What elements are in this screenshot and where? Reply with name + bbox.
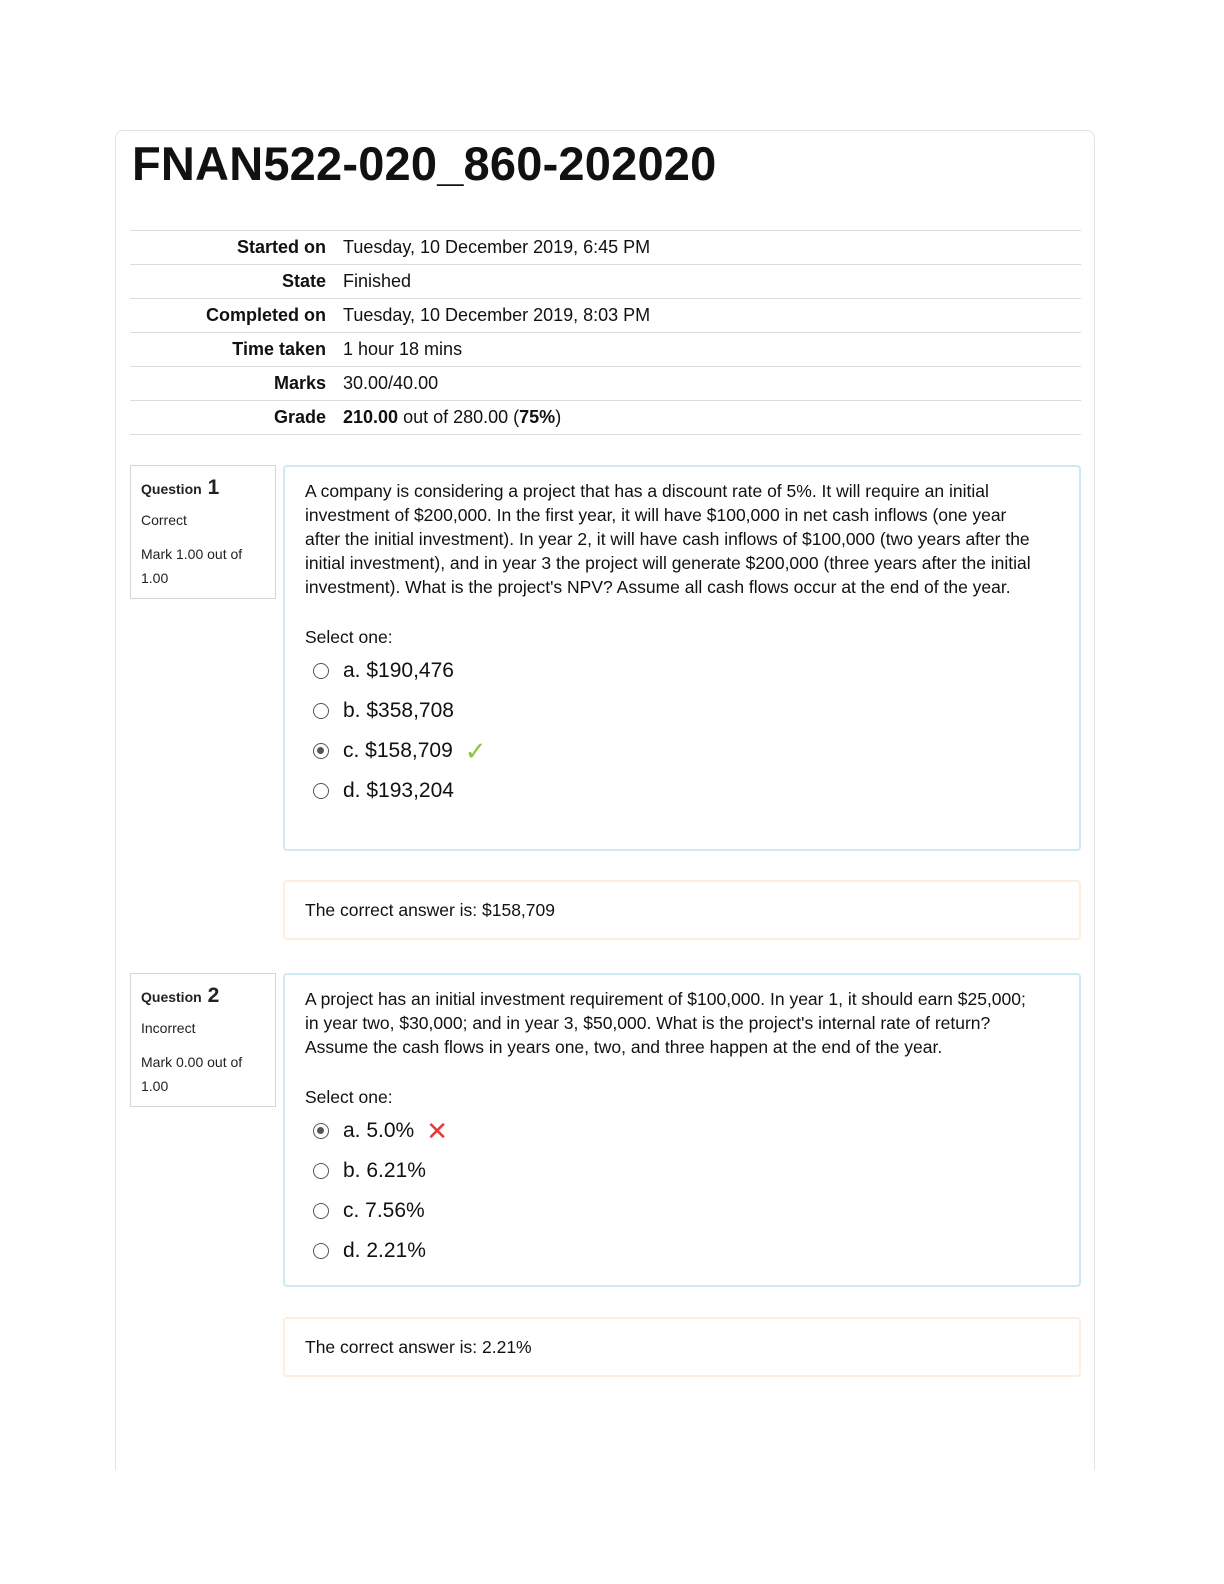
summary-value: Finished bbox=[343, 271, 412, 291]
grade-percent: 75% bbox=[519, 407, 556, 427]
question-number-value: 2 bbox=[207, 984, 220, 1007]
answer-list bbox=[305, 1111, 1059, 1271]
question-mark: Mark 0.00 out of 1.00 bbox=[141, 1054, 243, 1094]
check-icon: ✓ bbox=[464, 736, 487, 766]
summary-row-completed bbox=[130, 299, 1081, 333]
radio-button[interactable] bbox=[313, 1243, 329, 1259]
summary-row-started bbox=[130, 231, 1081, 265]
answer-label: b. 6.21% bbox=[343, 1159, 426, 1182]
question-number bbox=[141, 476, 265, 500]
question-mark: Mark 1.00 out of 1.00 bbox=[141, 546, 243, 586]
summary-value: Tuesday, 10 December 2019, 8:03 PM bbox=[343, 305, 651, 325]
grade-score: 210.00 bbox=[343, 407, 399, 427]
radio-button[interactable] bbox=[313, 1163, 329, 1179]
question-number-value: 1 bbox=[207, 476, 220, 499]
answer-option-a[interactable] bbox=[305, 651, 1059, 691]
correct-answer-text: The correct answer is: 2.21% bbox=[305, 1336, 532, 1357]
summary-row-marks bbox=[130, 367, 1081, 401]
answer-label: c. $158,709 bbox=[343, 739, 453, 762]
radio-button[interactable] bbox=[313, 663, 329, 679]
question-2-content bbox=[283, 973, 1081, 1287]
answer-option-b[interactable] bbox=[305, 691, 1059, 731]
answer-label: c. 7.56% bbox=[343, 1199, 425, 1222]
question-1-content bbox=[283, 465, 1081, 851]
grade-out-of: out of 280.00 ( bbox=[398, 407, 520, 427]
select-one-prompt: Select one: bbox=[305, 1087, 393, 1107]
answer-option-c[interactable] bbox=[305, 731, 1059, 771]
summary-label: State bbox=[281, 271, 326, 291]
attempt-summary bbox=[130, 230, 1081, 435]
summary-value: 30.00/40.00 bbox=[343, 373, 439, 393]
summary-row-grade bbox=[130, 401, 1081, 435]
summary-row-time bbox=[130, 333, 1081, 367]
cross-icon: ✕ bbox=[426, 1116, 449, 1146]
summary-value: 1 hour 18 mins bbox=[343, 339, 463, 359]
answer-label: b. $358,708 bbox=[343, 699, 454, 722]
answer-label: a. $190,476 bbox=[343, 659, 454, 682]
radio-button-selected[interactable] bbox=[313, 1123, 329, 1139]
radio-button-selected[interactable] bbox=[313, 743, 329, 759]
question-state: Correct bbox=[141, 512, 187, 528]
select-one-prompt: Select one: bbox=[305, 627, 393, 647]
question-text: A project has an initial investment requirement of $100,000. In year 1, it should earn $25,000; in year two, $30,000; and in year 3, $50,000. What is the project's internal rate of return? Assume the cash flows in years one, two, and three happen at the end of the year. bbox=[305, 989, 1026, 1057]
question-state: Incorrect bbox=[141, 1020, 196, 1036]
summary-label: Completed on bbox=[206, 305, 326, 325]
question-1-info bbox=[130, 465, 276, 599]
radio-button[interactable] bbox=[313, 783, 329, 799]
summary-label: Grade bbox=[273, 407, 326, 427]
summary-row-state bbox=[130, 265, 1081, 299]
summary-value bbox=[343, 401, 1081, 435]
question-2-feedback bbox=[283, 1317, 1081, 1377]
page-title: FNAN522-020_860-202020 bbox=[132, 137, 717, 190]
question-label: Question bbox=[141, 481, 202, 497]
answer-label: a. 5.0% bbox=[343, 1119, 415, 1142]
answer-option-a[interactable] bbox=[305, 1111, 1059, 1151]
radio-button[interactable] bbox=[313, 1203, 329, 1219]
question-text: A company is considering a project that has a discount rate of 5%. It will require an initial investment of $200,000. In the first year, it will have $100,000 in net cash inflows (one year after the initial investment). In year 2, it will have cash inflows of $100,000 (two years after the initial investment), and in year 3 the project will generate $200,000 (three years after the initial investment). What is the project's NPV? Assume all cash flows occur at the end of the year. bbox=[305, 481, 1031, 597]
answer-label: d. $193,204 bbox=[343, 779, 454, 802]
summary-label: Started on bbox=[236, 237, 326, 257]
summary-label: Time taken bbox=[232, 339, 326, 359]
question-2-info bbox=[130, 973, 276, 1107]
question-label: Question bbox=[141, 989, 202, 1005]
answer-option-b[interactable] bbox=[305, 1151, 1059, 1191]
summary-label: Marks bbox=[273, 373, 326, 393]
correct-answer-text: The correct answer is: $158,709 bbox=[305, 899, 555, 920]
answer-option-c[interactable] bbox=[305, 1191, 1059, 1231]
question-number bbox=[141, 984, 265, 1008]
answer-label: d. 2.21% bbox=[343, 1239, 426, 1262]
grade-close: ) bbox=[555, 407, 562, 427]
question-1-feedback bbox=[283, 880, 1081, 940]
answer-option-d[interactable] bbox=[305, 1231, 1059, 1271]
answer-list bbox=[305, 651, 1059, 811]
summary-value: Tuesday, 10 December 2019, 6:45 PM bbox=[343, 237, 651, 257]
radio-button[interactable] bbox=[313, 703, 329, 719]
answer-option-d[interactable] bbox=[305, 771, 1059, 811]
